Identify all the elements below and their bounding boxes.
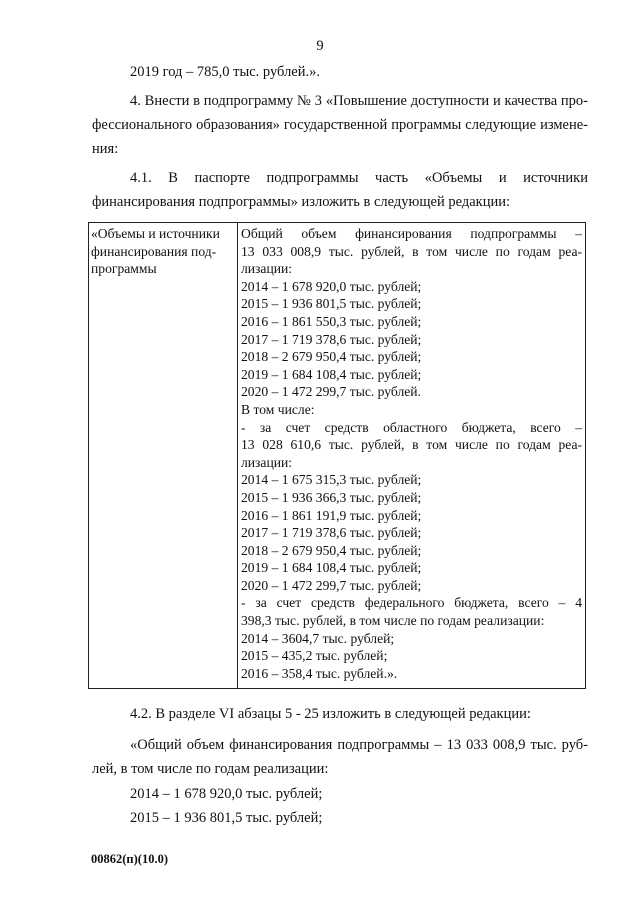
content-line: 2016 – 358,4 тыс. рублей.». <box>241 665 398 681</box>
content-line: 2020 – 1 472 299,7 тыс. рублей; <box>241 577 422 593</box>
content-line: 2019 – 1 684 108,4 тыс. рублей; <box>241 366 422 382</box>
intro-line: 2019 год – 785,0 тыс. рублей.». <box>130 64 321 80</box>
content-line: лизации: <box>241 261 293 277</box>
table-row <box>89 223 586 689</box>
item-4-line: фессионального образования» государственной программы следующие измене- <box>92 117 588 133</box>
item-4-2-paragraph <box>92 702 588 726</box>
content-line: 2014 – 3604,7 тыс. рублей; <box>241 630 395 646</box>
item-4-2-line: 4.2. В разделе VI абзацы 5 - 25 изложить в следующей редакции: <box>130 706 531 722</box>
content-line: лизации: <box>241 454 293 470</box>
item-4-paragraph <box>92 89 588 161</box>
content-line: 2018 – 2 679 950,4 тыс. рублей; <box>241 349 422 365</box>
content-line: 2015 – 1 936 801,5 тыс. рублей; <box>241 296 422 312</box>
intro-paragraph <box>92 60 588 84</box>
content-line: - за счет средств федерального бюджета, всего – 4 <box>241 595 582 611</box>
content-line: 2017 – 1 719 378,6 тыс. рублей; <box>241 331 422 347</box>
label-line: «Объемы и источники <box>91 226 220 241</box>
item-4-1-line: финансирования подпрограммы» изложить в следующей редакции: <box>92 194 511 210</box>
content-line: 2016 – 1 861 550,3 тыс. рублей; <box>241 313 422 329</box>
item-4-1-line: 4.1. В паспорте подпрограммы часть «Объемы и источники <box>130 170 588 186</box>
item-4-1-paragraph <box>92 166 588 214</box>
content-line: 2020 – 1 472 299,7 тыс. рублей. <box>241 384 421 400</box>
year-line: 2014 – 1 678 920,0 тыс. рублей; <box>130 786 323 802</box>
content-line: Общий объем финансирования подпрограммы – <box>241 226 582 241</box>
content-line: 2014 – 1 678 920,0 тыс. рублей; <box>241 278 422 294</box>
content-line: 398,3 тыс. рублей, в том числе по годам реализации: <box>241 613 545 629</box>
table-content-cell <box>238 223 586 689</box>
item-4-line: ния: <box>92 141 119 157</box>
item-4-line: 4. Внести в подпрограмму № 3 «Повышение доступности и качества про- <box>130 93 588 109</box>
content-line: 2017 – 1 719 378,6 тыс. рублей; <box>241 525 422 541</box>
content-line: 2019 – 1 684 108,4 тыс. рублей; <box>241 560 422 576</box>
content-line: 13 033 008,9 тыс. рублей, в том числе по годам реа- <box>241 243 582 259</box>
quote-line: лей, в том числе по годам реализации: <box>92 761 329 777</box>
content-line: 2016 – 1 861 191,9 тыс. рублей; <box>241 507 422 523</box>
content-line: В том числе: <box>241 401 315 417</box>
year-2014-line <box>92 782 588 806</box>
document-code: 00862(п)(10.0) <box>91 852 168 866</box>
content-line: 2015 – 435,2 тыс. рублей; <box>241 648 388 664</box>
content-line: - за счет средств областного бюджета, всего – <box>241 419 582 435</box>
page-number: 9 <box>316 38 324 54</box>
year-line: 2015 – 1 936 801,5 тыс. рублей; <box>130 810 323 826</box>
year-2015-line <box>92 806 588 830</box>
content-line: 2014 – 1 675 315,3 тыс. рублей; <box>241 472 422 488</box>
label-line: программы <box>91 261 157 277</box>
quote-line: «Общий объем финансирования подпрограммы – 13 033 008,9 тыс. руб- <box>130 737 588 753</box>
content-line: 2015 – 1 936 366,3 тыс. рублей; <box>241 489 422 505</box>
label-line: финансирования под- <box>91 243 217 259</box>
content-line: 2018 – 2 679 950,4 тыс. рублей; <box>241 542 422 558</box>
quote-paragraph <box>92 733 588 781</box>
table-label-cell <box>89 223 238 689</box>
content-line: 13 028 610,6 тыс. рублей, в том числе по годам реа- <box>241 437 582 453</box>
passport-table <box>88 222 586 689</box>
